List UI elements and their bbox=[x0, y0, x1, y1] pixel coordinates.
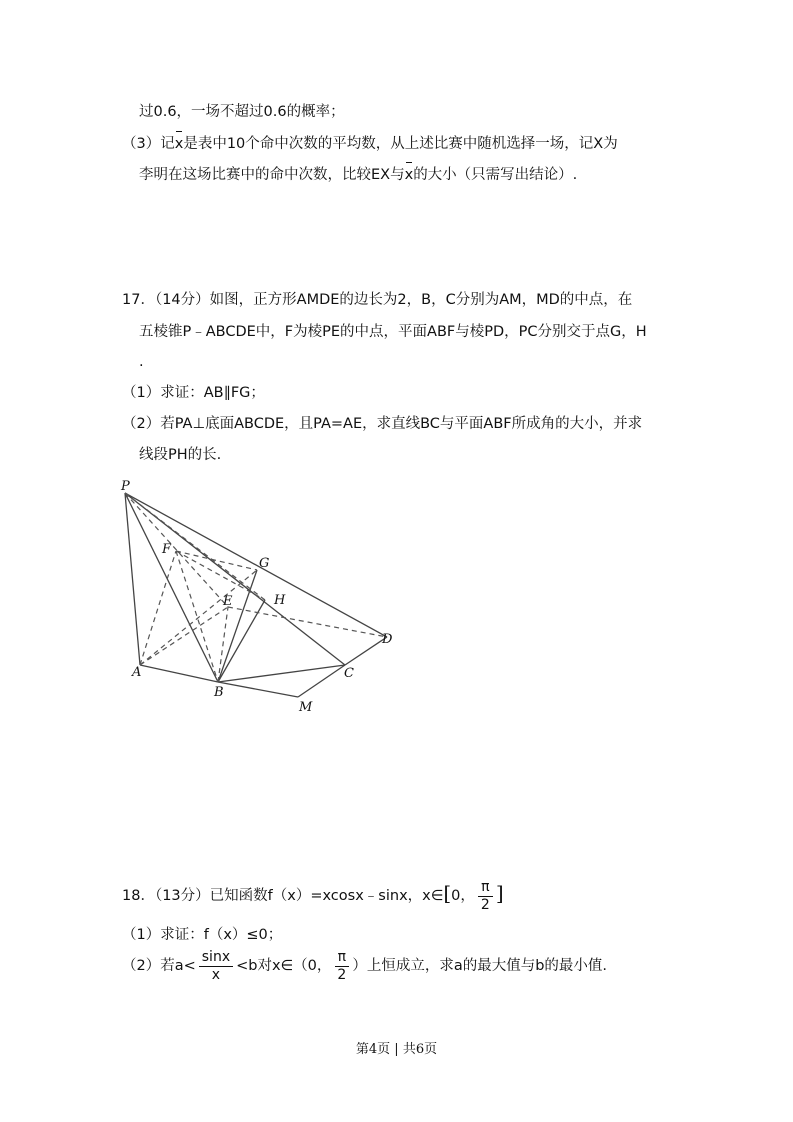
x-bar-symbol: x bbox=[174, 136, 184, 152]
q18-part2-suffix: ）上恒成立，求a的最大值与b的最小值. bbox=[352, 958, 608, 974]
q18-line1 bbox=[122, 875, 504, 914]
x-bar-symbol-2: x bbox=[404, 167, 414, 183]
edge-AG bbox=[140, 570, 257, 665]
fraction-numerator: π bbox=[335, 949, 349, 967]
label-A: A bbox=[132, 665, 142, 680]
edge-BM bbox=[218, 682, 298, 697]
q16-part3-text: 是表中10个命中次数的平均数，从上述比赛中随机选择一场，记X为 bbox=[183, 136, 618, 152]
label-P: P bbox=[121, 479, 130, 494]
fraction-denominator: 2 bbox=[480, 896, 490, 913]
q17-line1: 17．（14分）如图，正方形AMDE的边长为2，B，C分别为AM，MD的中点，在 bbox=[122, 292, 633, 308]
q16-part3-text2: 李明在这场比赛中的命中次数，比较EX与 bbox=[139, 167, 405, 183]
edge-BC bbox=[218, 665, 345, 682]
label-C: C bbox=[344, 666, 354, 681]
q18-bracket-open: [ bbox=[443, 881, 452, 905]
q17-part1: （1）求证：AB∥FG； bbox=[122, 385, 265, 401]
q18-interval-lo: 0， bbox=[451, 888, 475, 904]
q17-part2-line1: （2）若PA⊥底面ABCDE，且PA=AE，求直线BC与平面ABF所成角的大小，并求 bbox=[122, 416, 643, 432]
q18-part2 bbox=[122, 948, 607, 984]
fraction-numerator: sinx bbox=[199, 949, 233, 967]
edge-FG bbox=[176, 551, 257, 570]
pi-over-2-fraction-2 bbox=[334, 949, 349, 984]
label-D: D bbox=[382, 632, 393, 647]
q16-part3-text3: 的大小（只需写出结论）. bbox=[413, 167, 578, 183]
label-H: H bbox=[274, 593, 286, 608]
edge-CD bbox=[345, 637, 387, 665]
label-E: E bbox=[223, 594, 233, 609]
sinx-over-x-fraction bbox=[199, 949, 233, 984]
label-G: G bbox=[259, 556, 270, 571]
edge-BG bbox=[218, 570, 257, 682]
q18-part1: （1）求证：f（x）≤0； bbox=[122, 927, 283, 943]
pi-over-2-fraction bbox=[478, 879, 493, 914]
fraction-denominator: x bbox=[211, 966, 221, 983]
q16-tail: 过0.6，一场不超过0.6的概率； bbox=[139, 104, 345, 120]
edge-AB bbox=[140, 665, 218, 682]
page-footer: 第4页 | 共6页 bbox=[355, 1042, 438, 1057]
fraction-denominator: 2 bbox=[337, 966, 347, 983]
label-M: M bbox=[299, 700, 313, 715]
edge-AF bbox=[140, 551, 176, 665]
edge-AE bbox=[140, 607, 228, 665]
q17-line3: . bbox=[139, 354, 144, 370]
q18-bracket-close: ] bbox=[495, 881, 504, 905]
q16-part3-prefix: （3）记 bbox=[122, 136, 175, 152]
fraction-numerator: π bbox=[478, 879, 492, 897]
q18-part2-middle: <b对x∈（0， bbox=[236, 958, 332, 974]
label-F: F bbox=[162, 542, 172, 557]
label-B: B bbox=[214, 685, 224, 700]
edge-BE bbox=[218, 607, 228, 682]
q18-part2-prefix: （2）若a< bbox=[122, 958, 196, 974]
q17-line2: 五棱锥P﹣ABCDE中，F为棱PE的中点，平面ABF与棱PD，PC分别交于点G，H bbox=[139, 324, 647, 340]
q18-stem: 18．（13分）已知函数f（x）=xcosx﹣sinx，x∈ bbox=[122, 888, 444, 904]
edge-PE bbox=[125, 493, 228, 607]
q17-part2-line2: 线段PH的长. bbox=[139, 447, 222, 463]
edge-PC bbox=[125, 493, 345, 665]
